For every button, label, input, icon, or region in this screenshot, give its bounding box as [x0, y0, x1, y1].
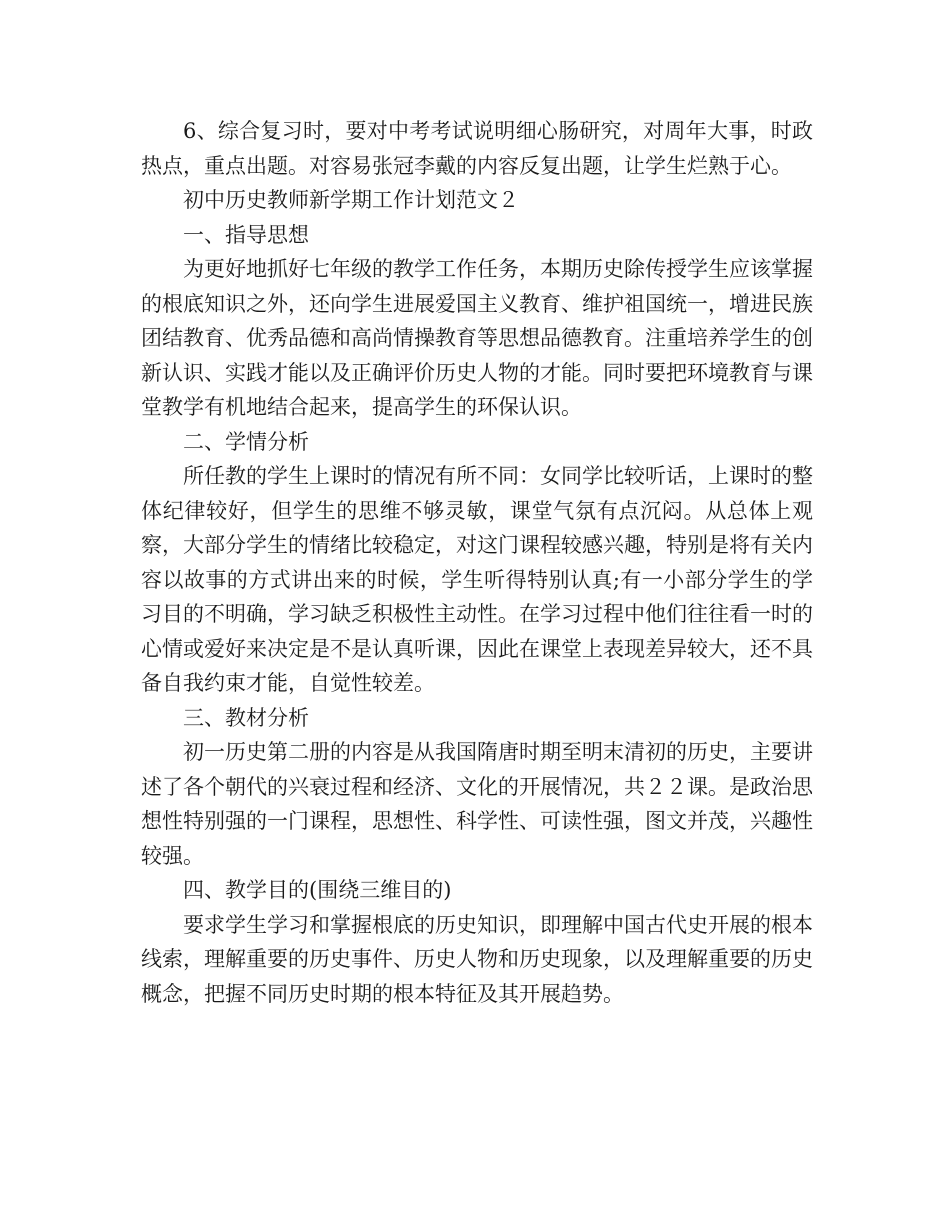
- section-heading-teaching-goals: 四、教学目的(围绕三维目的): [183, 878, 452, 902]
- paragraph-student-analysis: 所任教的学生上课时的情况有所不同：女同学比较听话，上课时的整体纪律较好，但学生的思维不够灵敏，课堂气氛有点沉闷。从总体上观察，大部分学生的情绪比较稳定，对这门课程较感兴趣，特别是将有关内容以故事的方式讲出来的时候，学生听得特别认真;有一小部分学生的学习目的不明确，学习缺乏积极性主动性。在学习过程中他们往往看一时的心情或爱好来决定是不是认真听课，因此在课堂上表现差异较大，还不具备自我约束才能，自觉性较差。: [141, 464, 813, 695]
- paragraph-review-tips: 6、综合复习时，要对中考考试说明细心肠研究，对周年大事，时政热点，重点出题。对容易张冠李戴的内容反复出题，让学生烂熟于心。: [141, 119, 813, 178]
- section-heading-student-analysis: 二、学情分析: [183, 429, 309, 454]
- section-heading-guiding-thought: 一、指导思想: [183, 222, 309, 247]
- document-title: 初中历史教师新学期工作计划范文２: [183, 188, 519, 212]
- document-body: [141, 114, 813, 1011]
- section-heading-textbook-analysis: 三、教材分析: [183, 705, 309, 730]
- paragraph-textbook-analysis: 初一历史第二册的内容是从我国隋唐时期至明末清初的历史，主要讲述了各个朝代的兴衰过程和经济、文化的开展情况，共２２课。是政治思想性特别强的一门课程，思想性、科学性、可读性强，图文并茂，兴趣性较强。: [141, 740, 813, 868]
- paragraph-guiding-thought: 为更好地抓好七年级的教学工作任务，本期历史除传授学生应该掌握的根底知识之外，还向学生进展爱国主义教育、维护祖国统一，增进民族团结教育、优秀品德和高尚情操教育等思想品德教育。注重培养学生的创新认识、实践才能以及正确评价历史人物的才能。同时要把环境教育与课堂教学有机地结合起来，提高学生的环保认识。: [141, 257, 813, 419]
- paragraph-teaching-goals: 要求学生学习和掌握根底的历史知识，即理解中国古代史开展的根本线索，理解重要的历史事件、历史人物和历史现象，以及理解重要的历史概念，把握不同历史时期的根本特征及其开展趋势。: [141, 912, 813, 1006]
